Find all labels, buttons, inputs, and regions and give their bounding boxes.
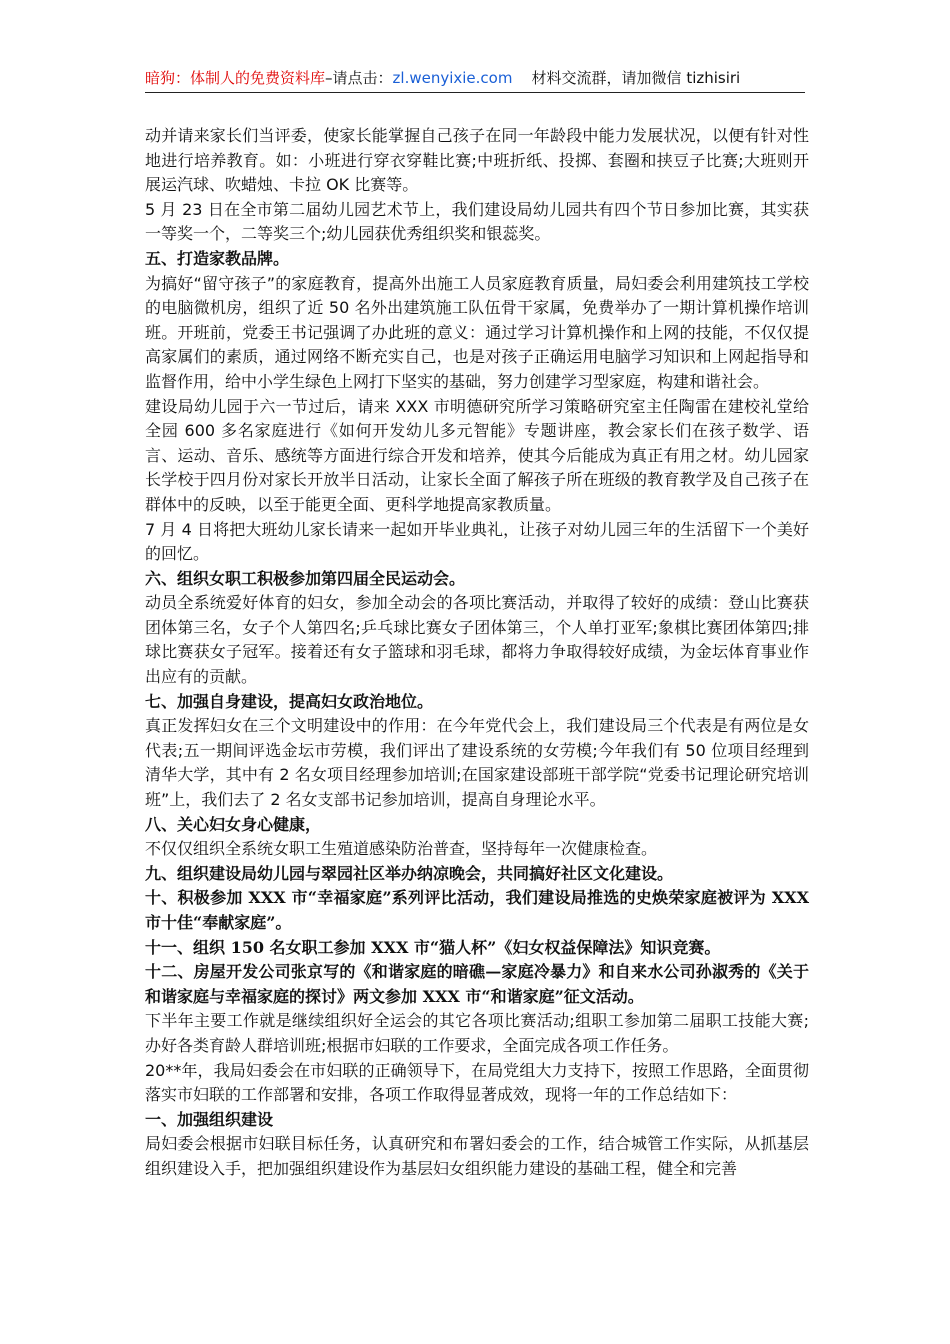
paragraph: 动并请来家长们当评委，使家长能掌握自己孩子在同一年龄段中能力发展状况，以便有针对性地进行培养教育。如：小班进行穿衣穿鞋比赛;中班折纸、投掷、套圈和挟豆子比赛;大班则开展运汽球、吹蜡烛、卡拉 OK 比赛等。 <box>145 126 809 195</box>
paragraph: 动员全系统爱好体育的妇女，参加全动会的各项比赛活动，并取得了较好的成绩：登山比赛获团体第三名，女子个人第四名;乒乓球比赛女子团体第三，个人单打亚军;象棋比赛团体第四;排球比赛获女子冠军。接着还有女子篮球和羽毛球，都将力争取得较好成绩，为金坛体育事业作出应有的贡献。 <box>145 593 809 687</box>
section-heading: 五、打造家教品牌。 <box>145 248 290 268</box>
paragraph: 真正发挥妇女在三个文明建设中的作用：在今年党代会上，我们建设局三个代表是有两位是女代表;五一期间评选金坛市劳模，我们评出了建设系统的女劳模;今年我们有 50 位项目经理到清华大学，其中有 2 名女项目经理参加培训;在国家建设部班干部学院“党委书记理论研究培训班”上，我们去了 2 名女支部书记参加培训，提高自身理论水平。 <box>145 716 809 810</box>
section-heading: 十二、房屋开发公司张京写的《和谐家庭的暗礁—家庭冷暴力》和自来水公司孙淑秀的《关于和谐家庭与幸福家庭的探讨》两文参加 XXX 市“和谐家庭”征文活动。 <box>145 962 809 1006</box>
header-click-prefix: –请点击： <box>325 69 393 87</box>
paragraph: 为搞好“留守孩子”的家庭教育，提高外出施工人员家庭教育质量，局妇委会利用建筑技工学校的电脑微机房，组织了近 50 名外出建筑施工队伍骨干家属，免费举办了一期计算机操作培训班。开班前，党委王书记强调了办此班的意义：通过学习计算机操作和上网的技能，不仅仅提高家属们的素质，通过网络不断充实自己，也是对孩子正确运用电脑学习知识和上网起指导和监督作用，给中小学生绿色上网打下坚实的基础，努力创建学习型家庭，构建和谐社会。 <box>145 273 809 391</box>
section-heading: 七、加强自身建设，提高妇女政治地位。 <box>145 691 434 711</box>
page-header <box>145 64 805 93</box>
paragraph: 5 月 23 日在全市第二届幼儿园艺术节上，我们建设局幼儿园共有四个节日参加比赛，其实获一等奖一个，二等奖三个;幼儿园获优秀组织奖和银蕊奖。 <box>145 199 809 244</box>
paragraph: 不仅仅组织全系统女职工生殖道感染防治普查，坚持每年一次健康检查。 <box>145 839 658 859</box>
paragraph: 建设局幼儿园于六一节过后，请来 XXX 市明德研究所学习策略研究室主任陶雷在建校礼堂给全园 600 多名家庭进行《如何开发幼儿多元智能》专题讲座，教会家长们在孩子数学、语言、运动、音乐、感统等方面进行综合开发和培养，使其今后能成为真正有用之材。幼儿园家长学校于四月份对家长开放半日活动，让家长全面了解孩子所在班级的教育教学及自己孩子在群体中的反映，以至于能更全面、更科学地提高家教质量。 <box>145 396 809 514</box>
header-wechat-note: 材料交流群，请加微信 tizhisiri <box>531 69 741 87</box>
paragraph: 7 月 4 日将把大班幼儿家长请来一起如开毕业典礼，让孩子对幼儿园三年的生活留下一个美好的回忆。 <box>145 519 809 564</box>
section-heading: 九、组织建设局幼儿园与翠园社区举办纳凉晚会，共同搞好社区文化建设。 <box>145 863 674 883</box>
section-heading: 一、加强组织建设 <box>145 1109 274 1129</box>
section-heading: 十、积极参加 XXX 市“幸福家庭”系列评比活动，我们建设局推选的史焕荣家庭被评为 XXX 市十佳“奉献家庭”。 <box>145 888 809 932</box>
paragraph: 局妇委会根据市妇联目标任务，认真研究和布署妇委会的工作，结合城管工作实际，从抓基层组织建设入手，把加强组织建设作为基层妇女组织能力建设的基础工程，健全和完善 <box>145 1134 809 1178</box>
header-brand: 暗狗：体制人的免费资料库 <box>145 69 326 87</box>
section-heading: 八、关心妇女身心健康， <box>145 814 322 834</box>
paragraph: 下半年主要工作就是继续组织好全运会的其它各项比赛活动;组职工参加第二届职工技能大赛;办好各类育龄人群培训班;根据市妇联的工作要求，全面完成各项工作任务。 <box>145 1011 809 1055</box>
section-heading: 十一、组织 150 名女职工参加 XXX 市“猫人杯”《妇女权益保障法》知识竞赛。 <box>145 937 721 957</box>
header-url-link[interactable]: zl.wenyixie.com <box>392 69 513 87</box>
document-body <box>145 124 809 1182</box>
section-heading: 六、组织女职工积极参加第四届全民运动会。 <box>145 568 466 588</box>
paragraph: 20**年，我局妇委会在市妇联的正确领导下，在局党组大力支持下，按照工作思路，全面贯彻落实市妇联的工作部署和安排，各项工作取得显著成效，现将一年的工作总结如下： <box>145 1060 809 1105</box>
